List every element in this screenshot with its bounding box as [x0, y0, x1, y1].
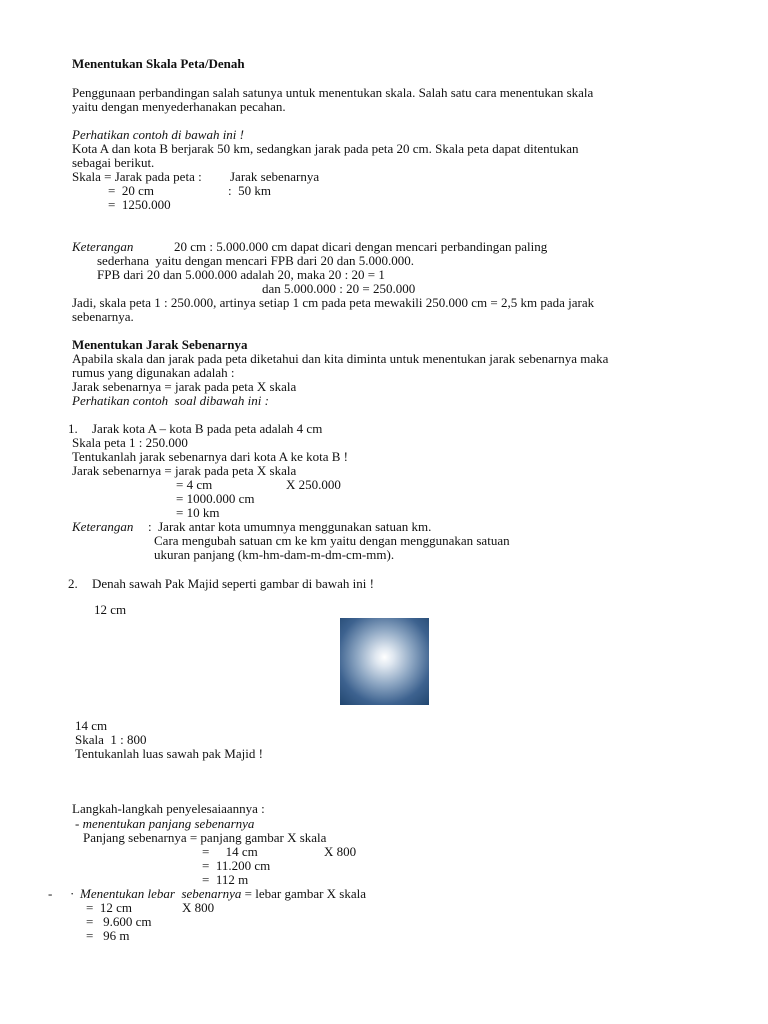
question-1-step-3: = 10 km	[176, 505, 220, 520]
section-prompt: Perhatikan contoh soal dibawah ini :	[72, 393, 269, 408]
step-2-bullet: ·	[70, 886, 75, 901]
intro-line-1: Penggunaan perbandingan salah satunya untuk menentukan skala. Salah satu cara menentukan skala	[72, 85, 594, 100]
note-1-line-2: sederhana yaitu dengan mencari FPB dari 20 dan 5.000.000.	[97, 253, 414, 268]
note-2-label: Keterangan	[72, 519, 134, 534]
question-2-number: 2.	[68, 576, 78, 591]
step-2-formula: = lebar gambar X skala	[241, 886, 367, 901]
section-heading: Menentukan Jarak Sebenarnya	[72, 337, 248, 352]
question-1-line-3: Tentukanlah jarak sebenarnya dari kota A ke kota B !	[72, 449, 348, 464]
question-2-task: Tentukanlah luas sawah pak Majid !	[75, 746, 263, 761]
field-plan-image	[340, 618, 429, 705]
note-1-line-1: 20 cm : 5.000.000 cm dapat dicari dengan mencari perbandingan paling	[174, 239, 548, 254]
question-1-line-2: Skala peta 1 : 250.000	[72, 435, 188, 450]
note-1-line-4: dan 5.000.000 : 20 = 250.000	[262, 281, 416, 296]
conclusion-line-1: Jadi, skala peta 1 : 250.000, artinya setiap 1 cm pada peta mewakili 250.000 cm = 2,5 km pada jarak	[72, 295, 595, 310]
step-2-calc-right: X 800	[182, 900, 215, 915]
intro-line-2: yaitu dengan menyederhanakan pecahan.	[72, 99, 286, 114]
section-formula: Jarak sebenarnya = jarak pada peta X skala	[72, 379, 297, 394]
step-1-result-m: = 112 m	[202, 872, 249, 887]
question-2-line-1: Denah sawah Pak Majid seperti gambar di bawah ini !	[92, 576, 374, 591]
scale-step-2: = 1250.000	[108, 197, 171, 212]
section-line-1: Apabila skala dan jarak pada peta diketahui dan kita diminta untuk menentukan jarak sebenarnya maka	[72, 351, 609, 366]
question-1-step-2: = 1000.000 cm	[176, 491, 255, 506]
plan-width-label: 12 cm	[94, 602, 127, 617]
example-prompt: Perhatikan contoh di bawah ini !	[72, 127, 244, 142]
step-2-title: Menentukan lebar sebenarnya	[80, 886, 242, 901]
question-1-line-4: Jarak sebenarnya = jarak pada peta X skala	[72, 463, 297, 478]
step-1-result-cm: = 11.200 cm	[202, 858, 271, 873]
step-2-calc-left: = 12 cm	[86, 900, 132, 915]
plan-height-label: 14 cm	[75, 718, 108, 733]
step-2-result-cm: = 9.600 cm	[86, 914, 152, 929]
steps-title: Langkah-langkah penyelesaiaannya :	[72, 801, 265, 816]
note-2-line-2: Cara mengubah satuan cm ke km yaitu dengan menggunakan satuan	[154, 533, 510, 548]
step-1-formula: Panjang sebenarnya = panjang gambar X skala	[83, 830, 327, 845]
section-line-2: rumus yang digunakan adalah :	[72, 365, 235, 380]
scale-step-1-right: : 50 km	[228, 183, 271, 198]
note-1-line-3: FPB dari 20 dan 5.000.000 adalah 20, maka 20 : 20 = 1	[97, 267, 385, 282]
example-line-1: Kota A dan kota B berjarak 50 km, sedangkan jarak pada peta 20 cm. Skala peta dapat ditentukan	[72, 141, 579, 156]
scale-formula-left: Skala = Jarak pada peta :	[72, 169, 202, 184]
scale-step-1-left: = 20 cm	[108, 183, 154, 198]
note-1-label: Keterangan	[72, 239, 134, 254]
page-title: Menentukan Skala Peta/Denah	[72, 56, 245, 71]
step-2-heading	[80, 887, 366, 901]
conclusion-line-2: sebenarnya.	[72, 309, 134, 324]
question-1-number: 1.	[68, 421, 78, 436]
question-1-step-1-right: X 250.000	[286, 477, 341, 492]
step-2-dash: -	[48, 886, 53, 901]
step-1-title: - menentukan panjang sebenarnya	[75, 816, 255, 831]
step-1-calc-left: = 14 cm	[202, 844, 258, 859]
step-2-result-m: = 96 m	[86, 928, 130, 943]
plan-scale: Skala 1 : 800	[75, 732, 147, 747]
question-1-step-1-left: = 4 cm	[176, 477, 213, 492]
note-2-line-1: : Jarak antar kota umumnya menggunakan satuan km.	[148, 519, 432, 534]
question-1-line-1: Jarak kota A – kota B pada peta adalah 4 cm	[92, 421, 323, 436]
example-line-2: sebagai berikut.	[72, 155, 155, 170]
scale-formula-right: Jarak sebenarnya	[230, 169, 320, 184]
step-1-calc-right: X 800	[324, 844, 357, 859]
note-2-line-3: ukuran panjang (km-hm-dam-m-dm-cm-mm).	[154, 547, 395, 562]
